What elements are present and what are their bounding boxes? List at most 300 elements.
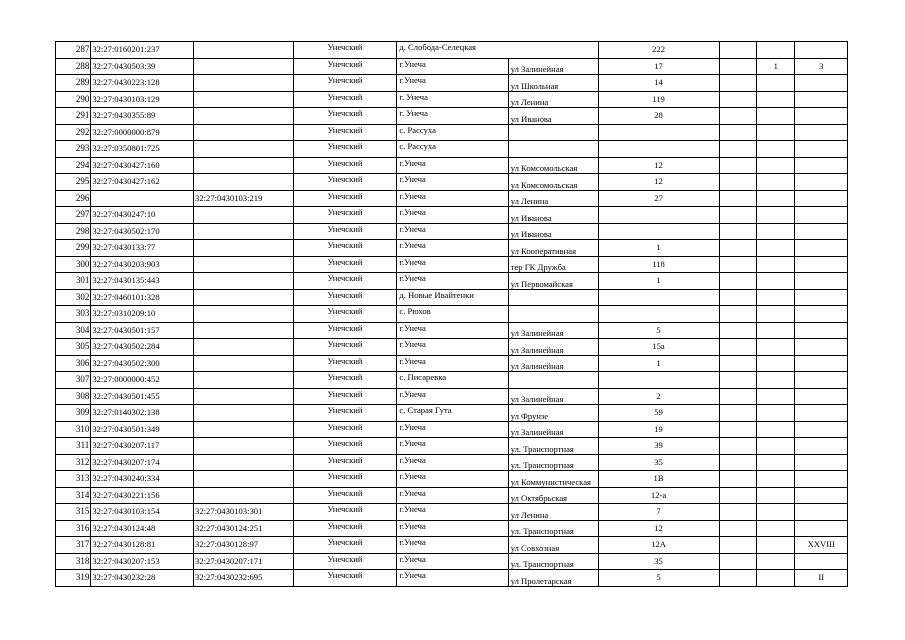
street-cell: ул Залинейная (508, 355, 598, 372)
house-number-cell: 5 (598, 570, 719, 587)
linked-cadastral-number (194, 240, 294, 257)
region-cell: Унечский (293, 405, 397, 422)
extra-cell-3 (795, 273, 848, 290)
linked-cadastral-number (194, 322, 294, 339)
row-number: 319 (56, 570, 91, 587)
row-number: 299 (56, 240, 91, 257)
house-number-cell: 35 (598, 454, 719, 471)
extra-cell-2 (756, 553, 795, 570)
linked-cadastral-number (194, 223, 294, 240)
extra-cell-2 (756, 405, 795, 422)
linked-cadastral-number: 32:27:0430103:219 (194, 190, 294, 207)
street-cell: ул Кооперативная (508, 240, 598, 257)
street-cell: ул Совхозная (508, 537, 598, 554)
house-number-cell (598, 289, 719, 306)
table-row (56, 223, 848, 240)
street-cell: ул. Транспортная (508, 520, 598, 537)
house-number-cell: 35 (598, 553, 719, 570)
extra-cell-1 (719, 339, 756, 356)
row-number: 298 (56, 223, 91, 240)
row-number: 291 (56, 108, 91, 125)
row-number: 306 (56, 355, 91, 372)
settlement-cell: г.Унеча (397, 190, 508, 207)
extra-cell-1 (719, 289, 756, 306)
region-cell: Унечский (293, 355, 397, 372)
extra-cell-2 (756, 256, 795, 273)
table-row (56, 174, 848, 191)
row-number: 310 (56, 421, 91, 438)
linked-cadastral-number (194, 108, 294, 125)
extra-cell-3 (795, 504, 848, 521)
linked-cadastral-number (194, 273, 294, 290)
extra-cell-1 (719, 42, 756, 59)
street-cell: ул Иванова (508, 108, 598, 125)
street-cell: ул Иванова (508, 207, 598, 224)
row-number: 309 (56, 405, 91, 422)
street-cell (508, 289, 598, 306)
extra-cell-3 (795, 289, 848, 306)
cadastral-number: 32:27:0430502:284 (91, 339, 194, 356)
extra-cell-1 (719, 355, 756, 372)
linked-cadastral-number (194, 58, 294, 75)
house-number-cell: 19 (598, 421, 719, 438)
settlement-cell: с. Рассуха (397, 141, 508, 158)
region-cell: Унечский (293, 504, 397, 521)
cadastral-number: 32:27:0430103:154 (91, 504, 194, 521)
extra-cell-3 (795, 405, 848, 422)
extra-cell-3 (795, 91, 848, 108)
table-row (56, 471, 848, 488)
extra-cell-2 (756, 372, 795, 389)
extra-cell-2 (756, 141, 795, 158)
extra-cell-2 (756, 487, 795, 504)
extra-cell-1 (719, 438, 756, 455)
row-number: 290 (56, 91, 91, 108)
extra-cell-2 (756, 339, 795, 356)
extra-cell-1 (719, 322, 756, 339)
table-row (56, 108, 848, 125)
row-number: 294 (56, 157, 91, 174)
house-number-cell: 28 (598, 108, 719, 125)
extra-cell-3 (795, 240, 848, 257)
extra-cell-3: XXVIII (795, 537, 848, 554)
extra-cell-3 (795, 108, 848, 125)
street-cell: ул. Транспортная (508, 454, 598, 471)
table-row (56, 405, 848, 422)
settlement-cell: с. Старая Гута (397, 405, 508, 422)
cadastral-number: 32:27:0140302:138 (91, 405, 194, 422)
extra-cell-1 (719, 207, 756, 224)
row-number: 314 (56, 487, 91, 504)
table-row (56, 141, 848, 158)
extra-cell-2 (756, 537, 795, 554)
extra-cell-1 (719, 240, 756, 257)
extra-cell-3 (795, 223, 848, 240)
table-row (56, 207, 848, 224)
extra-cell-3 (795, 520, 848, 537)
row-number: 311 (56, 438, 91, 455)
region-cell: Унечский (293, 108, 397, 125)
house-number-cell: 17 (598, 58, 719, 75)
row-number: 303 (56, 306, 91, 323)
house-number-cell: 59 (598, 405, 719, 422)
street-cell: ул Иванова (508, 223, 598, 240)
cadastral-number: 32:27:0430223:128 (91, 75, 194, 92)
extra-cell-2 (756, 174, 795, 191)
cadastral-number: 32:27:0430502:300 (91, 355, 194, 372)
linked-cadastral-number (194, 372, 294, 389)
table-row (56, 256, 848, 273)
cadastral-number: 32:27:0430355:89 (91, 108, 194, 125)
cadastral-number: 32:27:0350801:725 (91, 141, 194, 158)
linked-cadastral-number (194, 306, 294, 323)
region-cell: Унечский (293, 157, 397, 174)
region-cell: Унечский (293, 207, 397, 224)
extra-cell-1 (719, 471, 756, 488)
settlement-cell: г.Унеча (397, 207, 508, 224)
extra-cell-1 (719, 174, 756, 191)
region-cell: Унечский (293, 223, 397, 240)
cadastral-number: 32:27:0430207:174 (91, 454, 194, 471)
linked-cadastral-number (194, 471, 294, 488)
settlement-cell: д. Новые Ивайтенки (397, 289, 508, 306)
cadastral-number: 32:27:0000000:452 (91, 372, 194, 389)
extra-cell-3 (795, 190, 848, 207)
extra-cell-3 (795, 454, 848, 471)
house-number-cell (598, 372, 719, 389)
cadastral-number: 32:27:0430427:162 (91, 174, 194, 191)
linked-cadastral-number (194, 42, 294, 59)
extra-cell-2 (756, 388, 795, 405)
cadastral-number: 32:27:0430207:153 (91, 553, 194, 570)
linked-cadastral-number: 32:27:0430124:251 (194, 520, 294, 537)
street-cell: ул Комсомольская (508, 174, 598, 191)
table-row (56, 537, 848, 554)
street-cell: ул Залинейная (508, 339, 598, 356)
region-cell: Унечский (293, 421, 397, 438)
region-cell: Унечский (293, 124, 397, 141)
linked-cadastral-number (194, 75, 294, 92)
extra-cell-3 (795, 355, 848, 372)
cadastral-number: 32:27:0430133:77 (91, 240, 194, 257)
region-cell: Унечский (293, 141, 397, 158)
row-number: 289 (56, 75, 91, 92)
settlement-cell: г.Унеча (397, 273, 508, 290)
street-cell: ул. Транспортная (508, 438, 598, 455)
street-cell: ул Октябрьская (508, 487, 598, 504)
linked-cadastral-number (194, 289, 294, 306)
extra-cell-1 (719, 454, 756, 471)
extra-cell-1 (719, 553, 756, 570)
cadastral-number: 32:27:0430103:129 (91, 91, 194, 108)
row-number: 302 (56, 289, 91, 306)
street-cell (508, 42, 598, 59)
extra-cell-3 (795, 372, 848, 389)
extra-cell-3 (795, 553, 848, 570)
table-row (56, 355, 848, 372)
extra-cell-1 (719, 504, 756, 521)
table-row (56, 157, 848, 174)
extra-cell-2 (756, 438, 795, 455)
extra-cell-2 (756, 421, 795, 438)
cadastral-number: 32:27:0430124:48 (91, 520, 194, 537)
extra-cell-1 (719, 306, 756, 323)
table-row (56, 520, 848, 537)
linked-cadastral-number (194, 157, 294, 174)
region-cell: Унечский (293, 273, 397, 290)
extra-cell-3 (795, 438, 848, 455)
extra-cell-2 (756, 273, 795, 290)
extra-cell-1 (719, 58, 756, 75)
document-sheet (55, 41, 848, 587)
settlement-cell: г.Унеча (397, 75, 508, 92)
row-number: 308 (56, 388, 91, 405)
extra-cell-2 (756, 42, 795, 59)
street-cell: тер ГК Дружба (508, 256, 598, 273)
settlement-cell: г.Унеча (397, 454, 508, 471)
street-cell: ул. Транспортная (508, 553, 598, 570)
settlement-cell: г.Унеча (397, 487, 508, 504)
extra-cell-1 (719, 190, 756, 207)
house-number-cell: 12-а (598, 487, 719, 504)
cadastral-number: 32:27:0430502:170 (91, 223, 194, 240)
row-number: 295 (56, 174, 91, 191)
settlement-cell: г.Унеча (397, 174, 508, 191)
extra-cell-2 (756, 520, 795, 537)
cadastral-table (55, 41, 848, 587)
settlement-cell: г.Унеча (397, 537, 508, 554)
extra-cell-2 (756, 289, 795, 306)
region-cell: Унечский (293, 240, 397, 257)
linked-cadastral-number (194, 405, 294, 422)
row-number: 300 (56, 256, 91, 273)
cadastral-number: 32:27:0430135:443 (91, 273, 194, 290)
street-cell: ул Школьная (508, 75, 598, 92)
row-number: 316 (56, 520, 91, 537)
region-cell: Унечский (293, 322, 397, 339)
extra-cell-3 (795, 487, 848, 504)
extra-cell-2 (756, 454, 795, 471)
settlement-cell: с. Писаревка (397, 372, 508, 389)
region-cell: Унечский (293, 388, 397, 405)
settlement-cell: г.Унеча (397, 58, 508, 75)
extra-cell-3 (795, 388, 848, 405)
extra-cell-2 (756, 240, 795, 257)
row-number: 307 (56, 372, 91, 389)
house-number-cell (598, 306, 719, 323)
region-cell: Унечский (293, 58, 397, 75)
street-cell: ул Ленина (508, 504, 598, 521)
street-cell (508, 124, 598, 141)
table-row (56, 454, 848, 471)
region-cell: Унечский (293, 42, 397, 59)
linked-cadastral-number: 32:27:0430232:695 (194, 570, 294, 587)
region-cell: Унечский (293, 537, 397, 554)
cadastral-number (91, 190, 194, 207)
settlement-cell: г. Унеча (397, 108, 508, 125)
region-cell: Унечский (293, 256, 397, 273)
house-number-cell: 27 (598, 190, 719, 207)
extra-cell-1 (719, 75, 756, 92)
settlement-cell: г.Унеча (397, 504, 508, 521)
house-number-cell (598, 124, 719, 141)
settlement-cell: г.Унеча (397, 421, 508, 438)
table-row (56, 372, 848, 389)
region-cell: Унечский (293, 438, 397, 455)
table-row (56, 421, 848, 438)
cadastral-number: 32:27:0430501:455 (91, 388, 194, 405)
extra-cell-3 (795, 207, 848, 224)
extra-cell-1 (719, 124, 756, 141)
cadastral-number: 32:27:0310209:10 (91, 306, 194, 323)
extra-cell-2 (756, 75, 795, 92)
extra-cell-2 (756, 355, 795, 372)
street-cell: ул Пролетарская (508, 570, 598, 587)
region-cell: Унечский (293, 520, 397, 537)
table-row (56, 487, 848, 504)
extra-cell-2 (756, 207, 795, 224)
linked-cadastral-number (194, 91, 294, 108)
linked-cadastral-number (194, 454, 294, 471)
settlement-cell: с. Рюхов (397, 306, 508, 323)
street-cell: ул Залинейная (508, 58, 598, 75)
house-number-cell: 12А (598, 537, 719, 554)
street-cell: ул Комсомольская (508, 157, 598, 174)
row-number: 304 (56, 322, 91, 339)
house-number-cell: 39 (598, 438, 719, 455)
extra-cell-3 (795, 141, 848, 158)
table-row (56, 190, 848, 207)
street-cell: ул Ленина (508, 91, 598, 108)
region-cell: Унечский (293, 190, 397, 207)
linked-cadastral-number (194, 141, 294, 158)
house-number-cell: 5 (598, 322, 719, 339)
extra-cell-1 (719, 256, 756, 273)
settlement-cell: г.Унеча (397, 471, 508, 488)
house-number-cell: 7 (598, 504, 719, 521)
row-number: 313 (56, 471, 91, 488)
table-body (56, 42, 848, 587)
extra-cell-3 (795, 157, 848, 174)
table-row (56, 388, 848, 405)
house-number-cell: 1В (598, 471, 719, 488)
extra-cell-3 (795, 471, 848, 488)
cadastral-number: 32:27:0430232:28 (91, 570, 194, 587)
table-row (56, 91, 848, 108)
extra-cell-2 (756, 223, 795, 240)
extra-cell-2 (756, 306, 795, 323)
region-cell: Унечский (293, 372, 397, 389)
region-cell: Унечский (293, 306, 397, 323)
extra-cell-1 (719, 570, 756, 587)
table-row (56, 75, 848, 92)
extra-cell-3 (795, 42, 848, 59)
extra-cell-1 (719, 388, 756, 405)
linked-cadastral-number (194, 438, 294, 455)
region-cell: Унечский (293, 174, 397, 191)
house-number-cell: 119 (598, 91, 719, 108)
row-number: 288 (56, 58, 91, 75)
settlement-cell: г.Унеча (397, 388, 508, 405)
settlement-cell: г.Унеча (397, 355, 508, 372)
house-number-cell: 12 (598, 520, 719, 537)
row-number: 301 (56, 273, 91, 290)
region-cell: Унечский (293, 75, 397, 92)
region-cell: Унечский (293, 487, 397, 504)
linked-cadastral-number: 32:27:0430103:301 (194, 504, 294, 521)
cadastral-number: 32:27:0430221:156 (91, 487, 194, 504)
cadastral-number: 32:27:0430207:117 (91, 438, 194, 455)
settlement-cell: г.Унеча (397, 223, 508, 240)
cadastral-number: 32:27:0430427:160 (91, 157, 194, 174)
house-number-cell (598, 141, 719, 158)
extra-cell-2 (756, 157, 795, 174)
house-number-cell: 222 (598, 42, 719, 59)
cadastral-number: 32:27:0430128:81 (91, 537, 194, 554)
settlement-cell: г.Унеча (397, 256, 508, 273)
extra-cell-3 (795, 174, 848, 191)
settlement-cell: г.Унеча (397, 157, 508, 174)
linked-cadastral-number (194, 207, 294, 224)
row-number: 287 (56, 42, 91, 59)
region-cell: Унечский (293, 91, 397, 108)
cadastral-number: 32:27:0430247:10 (91, 207, 194, 224)
extra-cell-2 (756, 504, 795, 521)
extra-cell-1 (719, 91, 756, 108)
extra-cell-3 (795, 306, 848, 323)
extra-cell-1 (719, 141, 756, 158)
region-cell: Унечский (293, 471, 397, 488)
street-cell: ул Коммунистическая (508, 471, 598, 488)
settlement-cell: г.Унеча (397, 339, 508, 356)
linked-cadastral-number (194, 339, 294, 356)
house-number-cell: 15а (598, 339, 719, 356)
row-number: 305 (56, 339, 91, 356)
linked-cadastral-number (194, 174, 294, 191)
linked-cadastral-number: 32:27:0430207:171 (194, 553, 294, 570)
street-cell: ул Ленина (508, 190, 598, 207)
table-row (56, 58, 848, 75)
table-row (56, 289, 848, 306)
linked-cadastral-number (194, 256, 294, 273)
settlement-cell: д. Слобода-Селецкая (397, 42, 508, 59)
table-row (56, 570, 848, 587)
table-row (56, 553, 848, 570)
house-number-cell: 12 (598, 174, 719, 191)
region-cell: Унечский (293, 339, 397, 356)
extra-cell-2: 1 (756, 58, 795, 75)
cadastral-number: 32:27:0000000:879 (91, 124, 194, 141)
extra-cell-1 (719, 223, 756, 240)
region-cell: Унечский (293, 553, 397, 570)
extra-cell-3 (795, 256, 848, 273)
region-cell: Унечский (293, 454, 397, 471)
extra-cell-3: II (795, 570, 848, 587)
table-row (56, 438, 848, 455)
table-row (56, 322, 848, 339)
settlement-cell: г. Унеча (397, 91, 508, 108)
row-number: 292 (56, 124, 91, 141)
extra-cell-1 (719, 487, 756, 504)
table-row (56, 339, 848, 356)
row-number: 318 (56, 553, 91, 570)
extra-cell-2 (756, 322, 795, 339)
house-number-cell: 12 (598, 157, 719, 174)
extra-cell-1 (719, 520, 756, 537)
extra-cell-3 (795, 322, 848, 339)
settlement-cell: с. Рассуха (397, 124, 508, 141)
extra-cell-2 (756, 471, 795, 488)
